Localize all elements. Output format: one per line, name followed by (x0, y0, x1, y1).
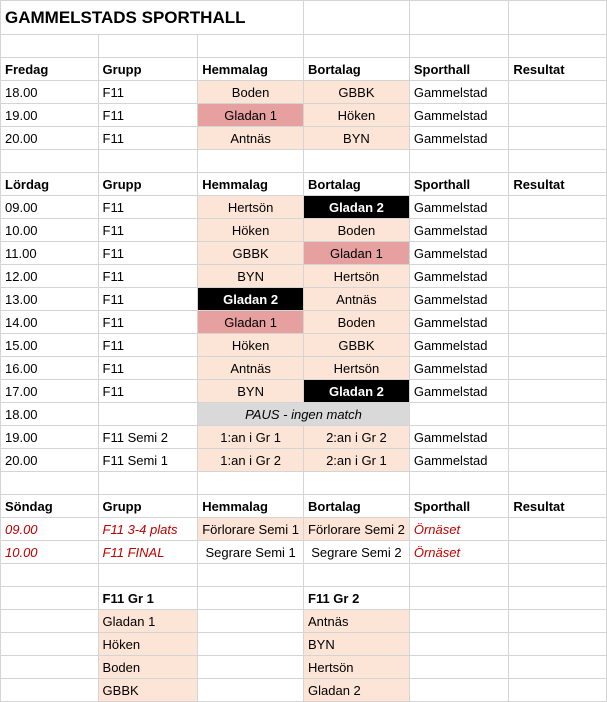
hall-cell[interactable]: Gammelstad (409, 311, 508, 334)
cell[interactable] (409, 656, 508, 679)
col-header-bortalag[interactable]: Bortalag (304, 495, 410, 518)
home-team-cell[interactable]: Segrare Semi 1 (198, 541, 304, 564)
hall-cell[interactable] (409, 403, 508, 426)
group-cell[interactable]: F11 3-4 plats (98, 518, 198, 541)
group-1-team[interactable]: Boden (98, 656, 198, 679)
col-header-resultat[interactable]: Resultat (509, 495, 607, 518)
group-cell[interactable]: F11 Semi 2 (98, 426, 198, 449)
home-team-cell[interactable]: 1:an i Gr 2 (198, 449, 304, 472)
time-cell[interactable]: 09.00 (1, 196, 99, 219)
cell[interactable] (304, 150, 410, 173)
table-row (1, 265, 607, 288)
group-cell[interactable]: F11 (98, 311, 198, 334)
group-1-team[interactable]: Höken (98, 633, 198, 656)
time-cell[interactable]: 20.00 (1, 449, 99, 472)
list-item (1, 610, 607, 633)
cell[interactable] (198, 564, 304, 587)
result-cell[interactable] (509, 426, 607, 449)
cell[interactable] (409, 610, 508, 633)
col-header-sporthall[interactable]: Sporthall (409, 495, 508, 518)
col-header-sporthall[interactable]: Sporthall (409, 173, 508, 196)
away-team-cell[interactable]: Boden (304, 219, 410, 242)
list-item (1, 633, 607, 656)
cell[interactable] (409, 1, 508, 35)
group-cell[interactable]: F11 (98, 127, 198, 150)
result-cell[interactable] (509, 127, 607, 150)
time-cell[interactable]: 13.00 (1, 288, 99, 311)
table-row (1, 196, 607, 219)
cell[interactable] (198, 472, 304, 495)
cell[interactable] (509, 610, 607, 633)
cell[interactable] (198, 35, 304, 58)
cell[interactable] (1, 150, 99, 173)
cell[interactable] (409, 633, 508, 656)
result-cell[interactable] (509, 541, 607, 564)
away-team-cell[interactable]: 2:an i Gr 2 (304, 426, 410, 449)
home-team-cell[interactable]: BYN (198, 265, 304, 288)
table-row (1, 242, 607, 265)
group-cell[interactable]: F11 (98, 196, 198, 219)
hall-cell[interactable]: Gammelstad (409, 219, 508, 242)
away-team-cell[interactable]: BYN (304, 127, 410, 150)
cell[interactable] (509, 564, 607, 587)
away-team-cell[interactable]: Höken (304, 104, 410, 127)
cell[interactable] (1, 633, 99, 656)
day-header[interactable]: Fredag (1, 58, 99, 81)
day-header[interactable]: Lördag (1, 173, 99, 196)
cell[interactable] (1, 587, 99, 610)
result-cell[interactable] (509, 196, 607, 219)
col-header-hemmalag[interactable]: Hemmalag (198, 173, 304, 196)
group-2-title[interactable]: F11 Gr 2 (304, 587, 410, 610)
col-header-grupp[interactable]: Grupp (98, 173, 198, 196)
cell[interactable] (409, 564, 508, 587)
list-item (1, 656, 607, 679)
col-header-grupp[interactable]: Grupp (98, 495, 198, 518)
hall-cell[interactable]: Örnäset (409, 541, 508, 564)
home-team-cell[interactable]: 1:an i Gr 1 (198, 426, 304, 449)
hall-cell[interactable]: Gammelstad (409, 288, 508, 311)
time-cell[interactable]: 14.00 (1, 311, 99, 334)
result-cell[interactable] (509, 288, 607, 311)
cell[interactable] (198, 656, 304, 679)
cell[interactable] (509, 472, 607, 495)
cell[interactable] (304, 472, 410, 495)
home-team-cell[interactable]: Gladan 2 (198, 288, 304, 311)
group-cell[interactable]: F11 (98, 242, 198, 265)
pause-cell[interactable]: PAUS - ingen match (198, 403, 410, 426)
result-cell[interactable] (509, 81, 607, 104)
home-team-cell[interactable]: BYN (198, 380, 304, 403)
col-header-sporthall[interactable]: Sporthall (409, 58, 508, 81)
cell[interactable] (409, 35, 508, 58)
table-row (1, 380, 607, 403)
group-cell[interactable]: F11 (98, 357, 198, 380)
cell[interactable] (98, 472, 198, 495)
result-cell[interactable] (509, 265, 607, 288)
cell[interactable] (304, 564, 410, 587)
group-2-team[interactable]: Antnäs (304, 610, 410, 633)
header-row-lordag (1, 173, 607, 196)
away-team-cell[interactable]: Gladan 2 (304, 380, 410, 403)
result-cell[interactable] (509, 380, 607, 403)
time-cell[interactable]: 19.00 (1, 426, 99, 449)
time-cell[interactable]: 11.00 (1, 242, 99, 265)
time-cell[interactable]: 15.00 (1, 334, 99, 357)
col-header-bortalag[interactable]: Bortalag (304, 58, 410, 81)
home-team-cell[interactable]: Antnäs (198, 127, 304, 150)
group-cell[interactable]: F11 (98, 288, 198, 311)
result-cell[interactable] (509, 403, 607, 426)
cell[interactable] (198, 633, 304, 656)
time-cell[interactable]: 10.00 (1, 219, 99, 242)
hall-cell[interactable]: Gammelstad (409, 265, 508, 288)
cell[interactable] (509, 633, 607, 656)
time-cell[interactable]: 12.00 (1, 265, 99, 288)
cell[interactable] (509, 150, 607, 173)
group-cell[interactable]: F11 (98, 265, 198, 288)
cell[interactable] (98, 150, 198, 173)
result-cell[interactable] (509, 219, 607, 242)
result-cell[interactable] (509, 311, 607, 334)
cell[interactable] (198, 610, 304, 633)
away-team-cell[interactable]: Förlorare Semi 2 (304, 518, 410, 541)
cell[interactable] (98, 35, 198, 58)
group-cell[interactable]: F11 (98, 380, 198, 403)
hall-cell[interactable]: Gammelstad (409, 380, 508, 403)
home-team-cell[interactable]: Höken (198, 334, 304, 357)
table-row (1, 518, 607, 541)
group-2-team[interactable]: Gladan 2 (304, 679, 410, 702)
header-row-fredag (1, 58, 607, 81)
hall-cell[interactable]: Gammelstad (409, 127, 508, 150)
time-cell[interactable]: 19.00 (1, 104, 99, 127)
away-team-cell[interactable]: Antnäs (304, 288, 410, 311)
cell[interactable] (509, 35, 607, 58)
cell[interactable] (409, 472, 508, 495)
table-row (1, 357, 607, 380)
cell[interactable] (409, 587, 508, 610)
group-cell[interactable]: F11 FINAL (98, 541, 198, 564)
home-team-cell[interactable]: Gladan 1 (198, 311, 304, 334)
table-row (1, 541, 607, 564)
hall-cell[interactable]: Gammelstad (409, 196, 508, 219)
group-cell[interactable]: F11 (98, 81, 198, 104)
col-header-resultat[interactable]: Resultat (509, 173, 607, 196)
result-cell[interactable] (509, 449, 607, 472)
time-cell[interactable]: 18.00 (1, 403, 99, 426)
group-1-team[interactable]: GBBK (98, 679, 198, 702)
home-team-cell[interactable]: Höken (198, 219, 304, 242)
table-row (1, 81, 607, 104)
hall-cell[interactable]: Gammelstad (409, 357, 508, 380)
table-row (1, 449, 607, 472)
header-row-sondag (1, 495, 607, 518)
away-team-cell[interactable]: Segrare Semi 2 (304, 541, 410, 564)
cell[interactable] (509, 587, 607, 610)
away-team-cell[interactable]: Hertsön (304, 357, 410, 380)
away-team-cell[interactable]: Gladan 2 (304, 196, 410, 219)
table-row (1, 288, 607, 311)
table-row (1, 219, 607, 242)
result-cell[interactable] (509, 334, 607, 357)
cell[interactable] (509, 1, 607, 35)
group-2-team[interactable]: BYN (304, 633, 410, 656)
hall-cell[interactable]: Örnäset (409, 518, 508, 541)
result-cell[interactable] (509, 104, 607, 127)
cell[interactable] (198, 679, 304, 702)
hall-cell[interactable]: Gammelstad (409, 334, 508, 357)
time-cell[interactable]: 10.00 (1, 541, 99, 564)
hall-cell[interactable]: Gammelstad (409, 104, 508, 127)
col-header-grupp[interactable]: Grupp (98, 58, 198, 81)
cell[interactable] (304, 1, 410, 35)
group-cell[interactable]: F11 Semi 1 (98, 449, 198, 472)
page-title[interactable]: GAMMELSTADS SPORTHALL (1, 1, 304, 35)
table-row (1, 426, 607, 449)
result-cell[interactable] (509, 357, 607, 380)
home-team-cell[interactable]: Förlorare Semi 1 (198, 518, 304, 541)
home-team-cell[interactable]: Gladan 1 (198, 104, 304, 127)
day-header[interactable]: Söndag (1, 495, 99, 518)
away-team-cell[interactable]: Hertsön (304, 265, 410, 288)
hall-cell[interactable]: Gammelstad (409, 426, 508, 449)
table-row (1, 403, 607, 426)
time-cell[interactable]: 18.00 (1, 81, 99, 104)
time-cell[interactable]: 09.00 (1, 518, 99, 541)
cell[interactable] (409, 679, 508, 702)
hall-cell[interactable]: Gammelstad (409, 242, 508, 265)
group-cell[interactable]: F11 (98, 104, 198, 127)
cell[interactable] (198, 587, 304, 610)
hall-cell[interactable]: Gammelstad (409, 449, 508, 472)
col-header-resultat[interactable]: Resultat (509, 58, 607, 81)
group-1-title[interactable]: F11 Gr 1 (98, 587, 198, 610)
groups-header-row (1, 587, 607, 610)
col-header-bortalag[interactable]: Bortalag (304, 173, 410, 196)
home-team-cell[interactable]: GBBK (198, 242, 304, 265)
away-team-cell[interactable]: 2:an i Gr 1 (304, 449, 410, 472)
cell[interactable] (1, 610, 99, 633)
cell[interactable] (1, 35, 99, 58)
group-cell[interactable]: F11 (98, 334, 198, 357)
home-team-cell[interactable]: Boden (198, 81, 304, 104)
hall-cell[interactable]: Gammelstad (409, 81, 508, 104)
cell[interactable] (98, 564, 198, 587)
cell[interactable] (409, 150, 508, 173)
col-header-hemmalag[interactable]: Hemmalag (198, 495, 304, 518)
cell[interactable] (1, 472, 99, 495)
time-cell[interactable]: 17.00 (1, 380, 99, 403)
list-item (1, 679, 607, 702)
cell[interactable] (1, 656, 99, 679)
table-row (1, 127, 607, 150)
group-cell[interactable]: F11 (98, 219, 198, 242)
away-team-cell[interactable]: Boden (304, 311, 410, 334)
col-header-hemmalag[interactable]: Hemmalag (198, 58, 304, 81)
cell[interactable] (304, 35, 410, 58)
cell[interactable] (1, 564, 99, 587)
group-cell[interactable] (98, 403, 198, 426)
time-cell[interactable]: 20.00 (1, 127, 99, 150)
table-row (1, 104, 607, 127)
away-team-cell[interactable]: GBBK (304, 81, 410, 104)
away-team-cell[interactable]: GBBK (304, 334, 410, 357)
group-1-team[interactable]: Gladan 1 (98, 610, 198, 633)
home-team-cell[interactable]: Hertsön (198, 196, 304, 219)
group-2-team[interactable]: Hertsön (304, 656, 410, 679)
table-row (1, 334, 607, 357)
table-row (1, 311, 607, 334)
away-team-cell[interactable]: Gladan 1 (304, 242, 410, 265)
cell[interactable] (1, 679, 99, 702)
home-team-cell[interactable]: Antnäs (198, 357, 304, 380)
cell[interactable] (509, 656, 607, 679)
result-cell[interactable] (509, 518, 607, 541)
cell[interactable] (509, 679, 607, 702)
time-cell[interactable]: 16.00 (1, 357, 99, 380)
result-cell[interactable] (509, 242, 607, 265)
cell[interactable] (198, 150, 304, 173)
